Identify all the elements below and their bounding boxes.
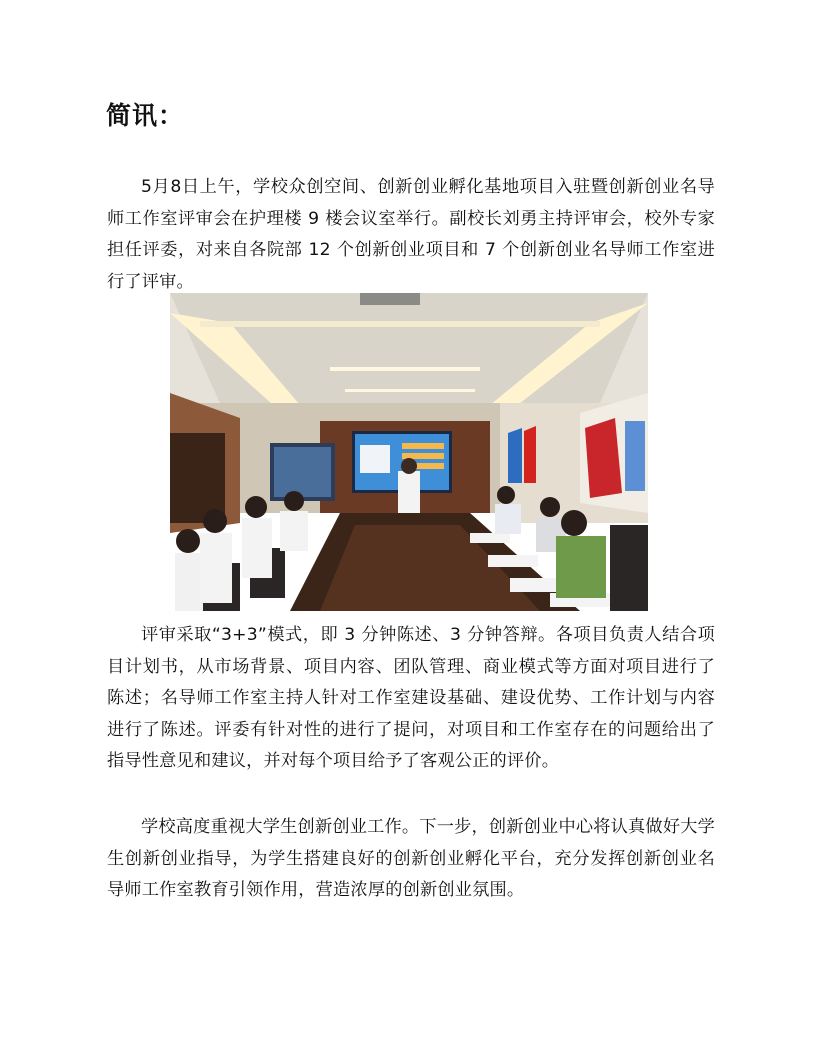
- meeting-photo: [170, 293, 648, 611]
- paragraph-next-steps: 学校高度重视大学生创新创业工作。下一步，创新创业中心将认真做好大学生创新创业指导，为学生搭建良好的创新创业孵化平台，充分发挥创新创业名导师工作室教育引领作用，营造浓厚的创新创业氛围。: [107, 817, 715, 900]
- page-title: 简讯：: [106, 101, 185, 130]
- paragraph-review-format: 评审采取“3+3”模式，即 3 分钟陈述、3 分钟答辩。各项目负责人结合项目计划书，从市场背景、项目内容、团队管理、商业模式等方面对项目进行了陈述；名导师工作室主持人针对工作室建设基础、建设优势、工作计划与内容进行了陈述。评委有针对性的进行了提问，对项目和工作室存在的问题给出了指导性意见和建议，并对每个项目给予了客观公正的评价。: [107, 625, 715, 771]
- paragraph-intro: 5月8日上午，学校众创空间、创新创业孵化基地项目入驻暨创新创业名导师工作室评审会在护理楼 9 楼会议室举行。副校长刘勇主持评审会，校外专家担任评委，对来自各院部 12 个创新创业项目和 7 个创新创业名导师工作室进行了评审。: [107, 177, 715, 292]
